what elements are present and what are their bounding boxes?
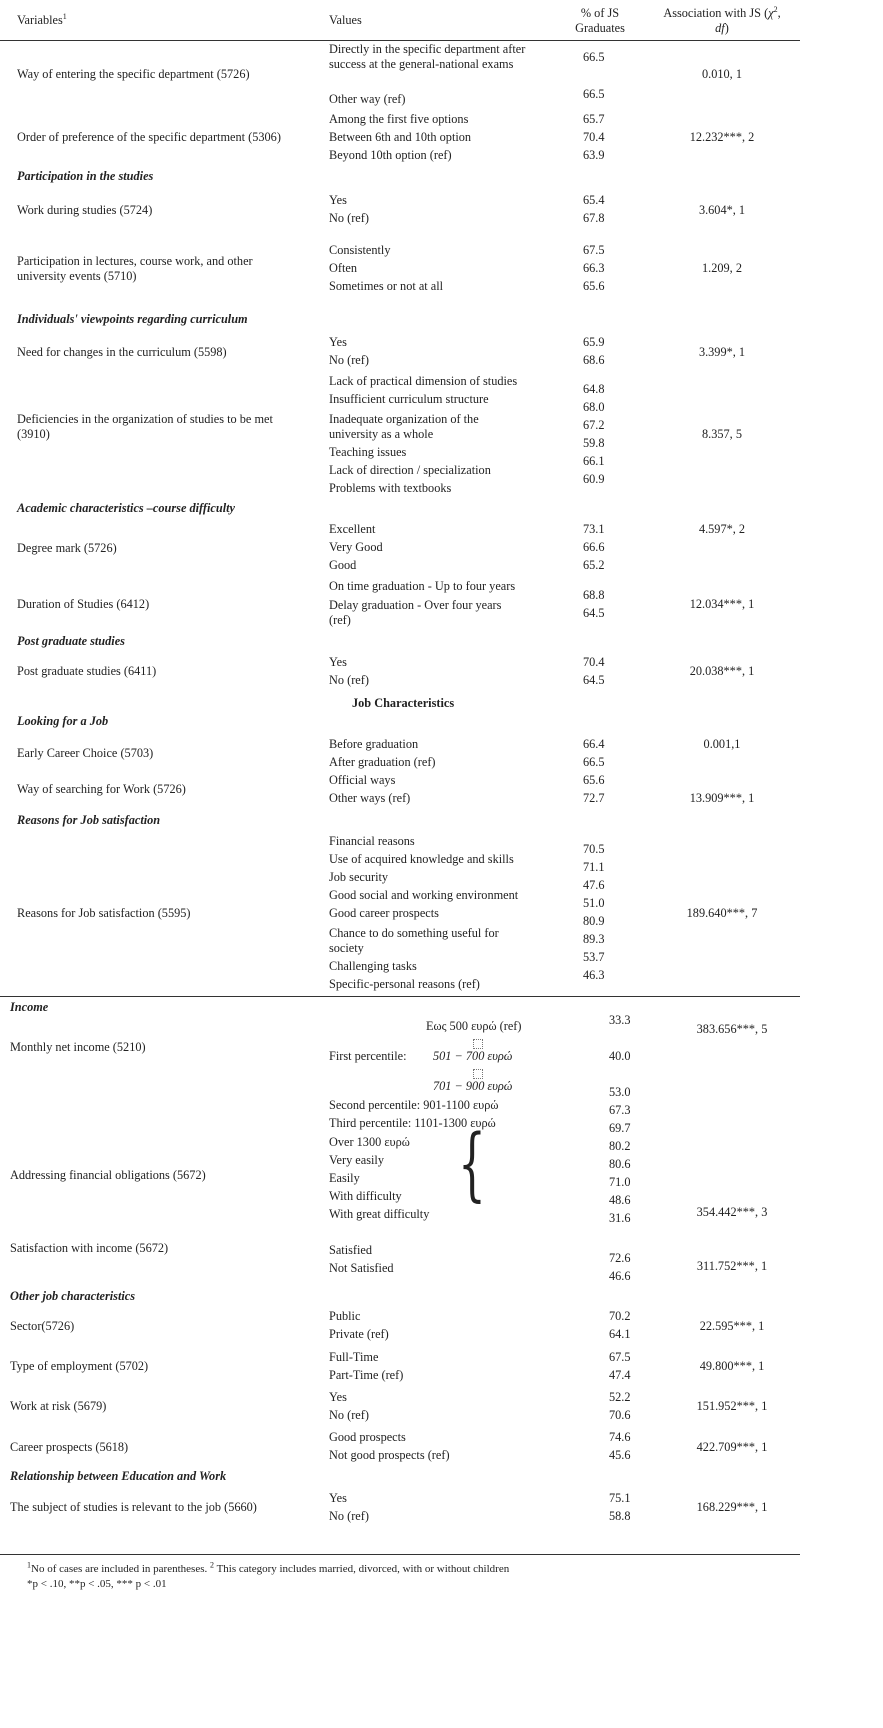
var-way-searching: Way of searching for Work (5726) xyxy=(17,782,186,796)
pct-value: 68.8 xyxy=(583,588,605,602)
value-private: Private (ref) xyxy=(329,1327,389,1341)
pct-value: 40.0 xyxy=(609,1049,631,1063)
association-value: 12.232***, 2 xyxy=(689,130,755,144)
var-career-prospects: Career prospects (5618) xyxy=(10,1440,129,1454)
association-value: 383.656***, 5 xyxy=(696,1022,768,1036)
pct-value: 71.1 xyxy=(583,860,605,874)
value-bracket-500: Εως 500 ευρώ (ref) xyxy=(426,1019,522,1033)
pct-value: 52.2 xyxy=(609,1390,631,1404)
value-no-ref: No (ref) xyxy=(329,1408,369,1422)
value-yes: Yes xyxy=(329,335,347,349)
association-value: 0.001,1 xyxy=(703,737,741,751)
association-value: 151.952***, 1 xyxy=(696,1399,768,1413)
var-order-of-preference: Order of preference of the specific department (5306) xyxy=(17,130,281,144)
value-great-difficulty: With great difficulty xyxy=(329,1207,430,1221)
value-good: Good xyxy=(329,558,357,572)
pct-value: 80.6 xyxy=(609,1157,631,1171)
var-deficiencies: Deficiencies in the organization of studies to be met (3910) xyxy=(17,412,273,441)
section-looking: Looking for a Job xyxy=(17,714,109,728)
pct-value: 51.0 xyxy=(583,896,605,910)
header-values: Values xyxy=(329,13,362,27)
value-bracket-700: 501 − 700 ευρώ xyxy=(433,1049,513,1063)
association-value: 49.800***, 1 xyxy=(699,1359,765,1373)
var-reasons: Reasons for Job satisfaction (5595) xyxy=(17,906,191,920)
pct-value: 31.6 xyxy=(609,1211,631,1225)
footnote-line1: $^1$No of cases are included in parentheses. $^2$ This category includes married, divorced, with or without children xyxy=(27,1560,510,1575)
value-official: Official ways xyxy=(329,773,396,787)
var-work-during-studies: Work during studies (5724) xyxy=(17,203,153,217)
pct-value: 71.0 xyxy=(609,1175,631,1189)
value-part-time: Part-Time (ref) xyxy=(329,1368,404,1382)
value-yes: Yes xyxy=(329,655,347,669)
pct-value: 70.6 xyxy=(609,1408,631,1422)
header-association: Association with JS ($\chi^2$, df) xyxy=(663,4,781,35)
pct-value: 74.6 xyxy=(609,1430,631,1444)
association-value: 0.010, 1 xyxy=(702,67,742,81)
association-value: 422.709***, 1 xyxy=(696,1440,768,1454)
pct-value: 66.3 xyxy=(583,261,605,275)
var-duration: Duration of Studies (6412) xyxy=(17,597,150,611)
pct-value: 64.5 xyxy=(583,606,605,620)
association-value: 354.442***, 3 xyxy=(696,1205,768,1219)
pct-value: 72.6 xyxy=(609,1251,631,1265)
section-job-characteristics: Job Characteristics xyxy=(352,696,455,710)
value-with-difficulty: With difficulty xyxy=(329,1189,402,1203)
association-value: 3.399*, 1 xyxy=(698,345,746,359)
value-before-grad: Before graduation xyxy=(329,737,419,751)
value-career-prospects: Good career prospects xyxy=(329,906,439,920)
value-lack-direction: Lack of direction / specialization xyxy=(329,463,491,477)
placeholder-box xyxy=(473,1069,483,1079)
value-not-good-prospects: Not good prospects (ref) xyxy=(329,1448,450,1462)
var-way-of-entering: Way of entering the specific department (5726) xyxy=(17,67,250,81)
pct-value: 53.7 xyxy=(583,950,605,964)
pct-value: 65.4 xyxy=(583,193,605,207)
value-useful: Chance to do something useful for society xyxy=(329,926,499,955)
pct-value: 53.0 xyxy=(609,1085,631,1099)
value-public: Public xyxy=(329,1309,361,1323)
value-over-1300: Over 1300 ευρώ xyxy=(329,1135,410,1149)
value-6th-10th: Between 6th and 10th option xyxy=(329,130,472,144)
var-type-employment: Type of employment (5702) xyxy=(10,1359,149,1373)
pct-value: 67.3 xyxy=(609,1103,631,1117)
pct-value: 66.6 xyxy=(583,540,605,554)
value-full-time: Full-Time xyxy=(329,1350,379,1364)
pct-value: 75.1 xyxy=(609,1491,631,1505)
value-first-five: Among the first five options xyxy=(329,112,469,126)
pct-value: 64.8 xyxy=(583,382,605,396)
section-relationship: Relationship between Education and Work xyxy=(10,1469,227,1483)
pct-value: 66.5 xyxy=(583,755,605,769)
pct-value: 67.5 xyxy=(583,243,605,257)
pct-value: 66.5 xyxy=(583,87,605,101)
value-no-ref: No (ref) xyxy=(329,1509,369,1523)
bottom-rule xyxy=(0,1554,800,1555)
var-satisfaction-income: Satisfaction with income (5672) xyxy=(10,1241,169,1255)
value-very-good: Very Good xyxy=(329,540,383,554)
var-participation-lectures: Participation in lectures, course work, and other university events (5710) xyxy=(17,254,253,283)
association-value: 311.752***, 1 xyxy=(696,1259,768,1273)
pct-value: 66.4 xyxy=(583,737,605,751)
value-after-grad: After graduation (ref) xyxy=(329,755,436,769)
value-inadequate: Inadequate organization of the university as a whole xyxy=(329,412,479,441)
pct-value: 45.6 xyxy=(609,1448,631,1462)
value-directly: Directly in the specific department after success at the general-national exams xyxy=(329,42,526,71)
pct-value: 64.5 xyxy=(583,673,605,687)
pct-value: 66.5 xyxy=(583,50,605,64)
value-no-ref: No (ref) xyxy=(329,211,369,225)
pct-value: 65.2 xyxy=(583,558,605,572)
association-value: 20.038***, 1 xyxy=(689,664,755,678)
pct-value: 64.1 xyxy=(609,1327,631,1341)
pct-value: 65.7 xyxy=(583,112,605,126)
value-sometimes: Sometimes or not at all xyxy=(329,279,444,293)
pct-value: 67.8 xyxy=(583,211,605,225)
header-variables: Variables$^1$ xyxy=(17,11,67,27)
value-yes: Yes xyxy=(329,1390,347,1404)
income-rule xyxy=(0,996,800,997)
association-value: 1.209, 2 xyxy=(702,261,742,275)
value-easily: Easily xyxy=(329,1171,360,1185)
pct-value: 66.1 xyxy=(583,454,605,468)
pct-value: 72.7 xyxy=(583,791,605,805)
var-monthly-income: Monthly net income (5210) xyxy=(10,1040,146,1054)
pct-value: 69.7 xyxy=(609,1121,631,1135)
value-excellent: Excellent xyxy=(329,522,376,536)
value-other-way: Other way (ref) xyxy=(329,92,406,106)
association-value: 8.357, 5 xyxy=(702,427,742,441)
value-third-percentile: Third percentile: 1101-1300 ευρώ xyxy=(329,1116,496,1130)
var-degree-mark: Degree mark (5726) xyxy=(17,541,117,555)
pct-value: 63.9 xyxy=(583,148,605,162)
value-challenging: Challenging tasks xyxy=(329,959,417,973)
association-value: 168.229***, 1 xyxy=(696,1500,768,1514)
value-no-ref: No (ref) xyxy=(329,353,369,367)
value-other-ways: Other ways (ref) xyxy=(329,791,411,805)
pct-value: 80.2 xyxy=(609,1139,631,1153)
section-reasons: Reasons for Job satisfaction xyxy=(17,813,161,827)
pct-value: 65.6 xyxy=(583,773,605,787)
pct-value: 47.6 xyxy=(583,878,605,892)
value-yes: Yes xyxy=(329,1491,347,1505)
pct-value: 47.4 xyxy=(609,1368,631,1382)
pct-value: 48.6 xyxy=(609,1193,631,1207)
pct-value: 46.6 xyxy=(609,1269,631,1283)
value-delay: Delay graduation - Over four years (ref) xyxy=(329,598,502,627)
var-early-career: Early Career Choice (5703) xyxy=(17,746,154,760)
footnote-significance: *p < .10, **p < .05, *** p < .01 xyxy=(27,1578,167,1590)
section-viewpoints: Individuals' viewpoints regarding curriculum xyxy=(17,312,248,326)
pct-value: 33.3 xyxy=(609,1013,631,1027)
association-value: 3.604*, 1 xyxy=(698,203,746,217)
pct-value: 68.0 xyxy=(583,400,605,414)
section-other: Other job characteristics xyxy=(10,1289,136,1303)
association-value: 12.034***, 1 xyxy=(689,597,755,611)
pct-value: 70.4 xyxy=(583,655,605,669)
pct-value: 67.2 xyxy=(583,418,605,432)
value-yes: Yes xyxy=(329,193,347,207)
var-work-at-risk: Work at risk (5679) xyxy=(10,1399,107,1413)
pct-value: 73.1 xyxy=(583,522,605,536)
pct-value: 80.9 xyxy=(583,914,605,928)
value-often: Often xyxy=(329,261,357,275)
value-textbooks: Problems with textbooks xyxy=(329,481,452,495)
association-value: 189.640***, 7 xyxy=(686,906,758,920)
value-very-easily: Very easily xyxy=(329,1153,384,1167)
pct-value: 58.8 xyxy=(609,1509,631,1523)
pct-value: 70.4 xyxy=(583,130,605,144)
section-income: Income xyxy=(10,1000,49,1014)
value-no-ref: No (ref) xyxy=(329,673,369,687)
value-lack-practical: Lack of practical dimension of studies xyxy=(329,374,518,388)
var-postgrad: Post graduate studies (6411) xyxy=(17,664,157,678)
value-insufficient: Insufficient curriculum structure xyxy=(329,392,489,406)
association-value: 13.909***, 1 xyxy=(689,791,755,805)
value-teaching: Teaching issues xyxy=(329,445,407,459)
pct-value: 65.9 xyxy=(583,335,605,349)
var-need-for-changes: Need for changes in the curriculum (5598) xyxy=(17,345,227,359)
value-second-percentile: Second percentile: 901-1100 ευρώ xyxy=(329,1098,499,1112)
value-consistently: Consistently xyxy=(329,243,391,257)
pct-value: 67.5 xyxy=(609,1350,631,1364)
pct-value: 70.5 xyxy=(583,842,605,856)
value-beyond-10th: Beyond 10th option (ref) xyxy=(329,148,452,162)
var-financial-obligations: Addressing financial obligations (5672) xyxy=(10,1168,206,1182)
section-academic: Academic characteristics –course difficulty xyxy=(17,501,236,515)
value-satisfied: Satisfied xyxy=(329,1243,373,1257)
value-knowledge: Use of acquired knowledge and skills xyxy=(329,852,514,866)
value-environment: Good social and working environment xyxy=(329,888,519,902)
brace: { xyxy=(458,1117,486,1210)
pct-value: 60.9 xyxy=(583,472,605,486)
var-sector: Sector(5726) xyxy=(10,1319,75,1333)
value-not-satisfied: Not Satisfied xyxy=(329,1261,394,1275)
pct-value: 89.3 xyxy=(583,932,605,946)
section-postgrad: Post graduate studies xyxy=(17,634,125,648)
var-subject-relevant: The subject of studies is relevant to the job (5660) xyxy=(10,1500,257,1514)
association-value: 22.595***, 1 xyxy=(699,1319,765,1333)
value-financial: Financial reasons xyxy=(329,834,415,848)
value-bracket-900: 701 − 900 ευρώ xyxy=(433,1079,513,1093)
pct-value: 70.2 xyxy=(609,1309,631,1323)
value-specific: Specific-personal reasons (ref) xyxy=(329,977,480,991)
top-rule xyxy=(0,40,800,41)
pct-value: 59.8 xyxy=(583,436,605,450)
section-participation: Participation in the studies xyxy=(17,169,154,183)
placeholder-box xyxy=(473,1039,483,1049)
value-first-percentile: First percentile: xyxy=(329,1049,407,1063)
association-value: 4.597*, 2 xyxy=(698,522,746,536)
header-pct-graduates: % of JS Graduates xyxy=(575,6,625,35)
value-on-time: On time graduation - Up to four years xyxy=(329,579,516,593)
pct-value: 46.3 xyxy=(583,968,605,982)
value-good-prospects: Good prospects xyxy=(329,1430,406,1444)
pct-value: 68.6 xyxy=(583,353,605,367)
value-security: Job security xyxy=(329,870,389,884)
pct-value: 65.6 xyxy=(583,279,605,293)
